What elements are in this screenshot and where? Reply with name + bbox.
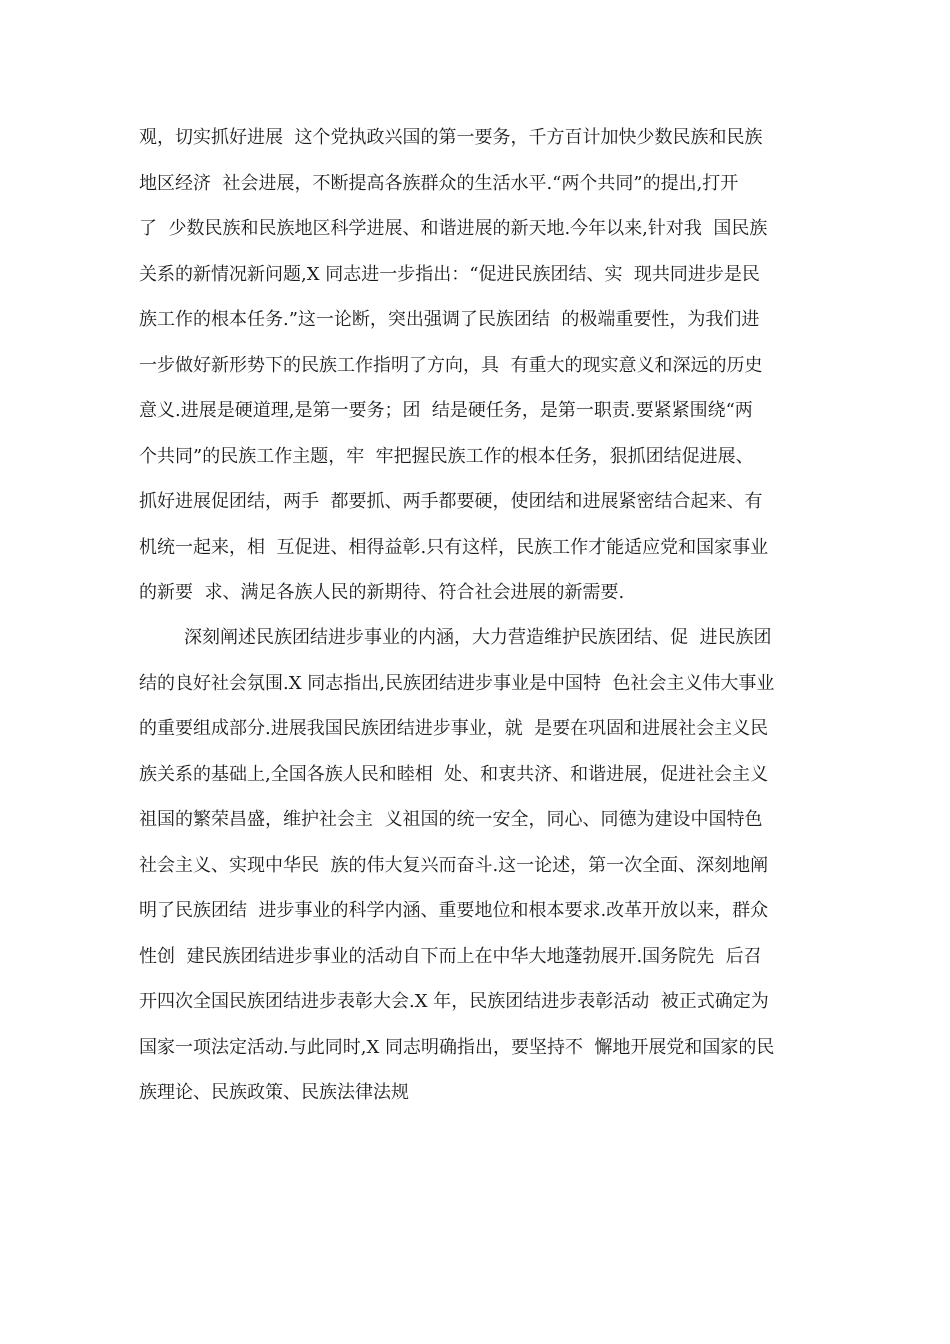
paragraph-line: 的重要组成部分.进展我国民族团结进步事业，就 是要在巩固和进展社会主义民 xyxy=(139,718,769,739)
paragraph-line: 一步做好新形势下的民族工作指明了方向，具 有重大的现实意义和深远的历史 xyxy=(139,354,763,376)
paragraph-line: 机统一起来，相 互促进、相得益彰.只有这样，民族工作才能适应党和国家事业 xyxy=(139,536,769,558)
paragraph-line: 的新要 求、满足各族人民的新期待、符合社会进展的新需要. xyxy=(139,582,625,603)
paragraph-line: 意义.进展是硬道理,是第一要务；团 结是硬任务，是第一职责.要紧紧围绕“两 xyxy=(139,400,753,421)
paragraph-line: 观，切实抓好进展 这个党执政兴国的第一要务，千方百计加快少数民族和民族 xyxy=(139,127,763,148)
paragraph-line: 社会主义、实现中华民 族的伟大复兴而奋斗.这一论述，第一次全面、深刻地阐 xyxy=(139,854,769,876)
paragraph-line: 性创 建民族团结进步事业的活动自下而上在中华大地蓬勃展开.国务院先 后召 xyxy=(139,945,762,967)
paragraph-line: 明了民族团结 进步事业的科学内涵、重要地位和根本要求.改革开放以来，群众 xyxy=(139,900,769,921)
paragraph-line: 深刻阐述民族团结进步事业的内涵，大力营造维护民族团结、促 进民族团 xyxy=(184,627,772,648)
paragraph-line: 抓好进展促团结，两手 都要抓、两手都要硬，使团结和进展紧密结合起来、有 xyxy=(139,491,763,512)
paragraph-line: 国家一项法定活动.与此同时,X 同志明确指出，要坚持不 懈地开展党和国家的民 xyxy=(139,1036,775,1058)
paragraph-line: 族理论、民族政策、民族法律法规 xyxy=(139,1082,409,1103)
paragraph-line: 祖国的繁荣昌盛，维护社会主 义祖国的统一安全，同心、同德为建设中国特色 xyxy=(139,809,763,830)
paragraph-line: 了 少数民族和民族地区科学进展、和谐进展的新天地.今年以来,针对我 国民族 xyxy=(139,218,768,239)
paragraph-line: 地区经济 社会进展，不断提高各族群众的生活水平.“两个共同”的提出,打开 xyxy=(139,172,739,194)
paragraph-1 xyxy=(139,115,819,616)
paragraph-line: 个共同”的民族工作主题，牢 牢把握民族工作的根本任务，狠抓团结促进展、 xyxy=(139,445,754,467)
paragraph-line: 族关系的基础上,全国各族人民和睦相 处、和衷共济、和谐进展，促进社会主义 xyxy=(139,763,769,785)
paragraph-line: 关系的新情况新问题,X 同志进一步指出：“促进民族团结、实 现共同进步是民 xyxy=(139,263,760,285)
paragraph-2 xyxy=(139,615,819,1116)
paragraph-line: 开四次全国民族团结进步表彰大会.X 年，民族团结进步表彰活动 被正式确定为 xyxy=(139,991,769,1012)
paragraph-line: 结的良好社会氛围.X 同志指出,民族团结进步事业是中国特 色社会主义伟大事业 xyxy=(139,672,775,694)
paragraph-line: 族工作的根本任务.”这一论断，突出强调了民族团结 的极端重要性，为我们进 xyxy=(139,309,760,330)
